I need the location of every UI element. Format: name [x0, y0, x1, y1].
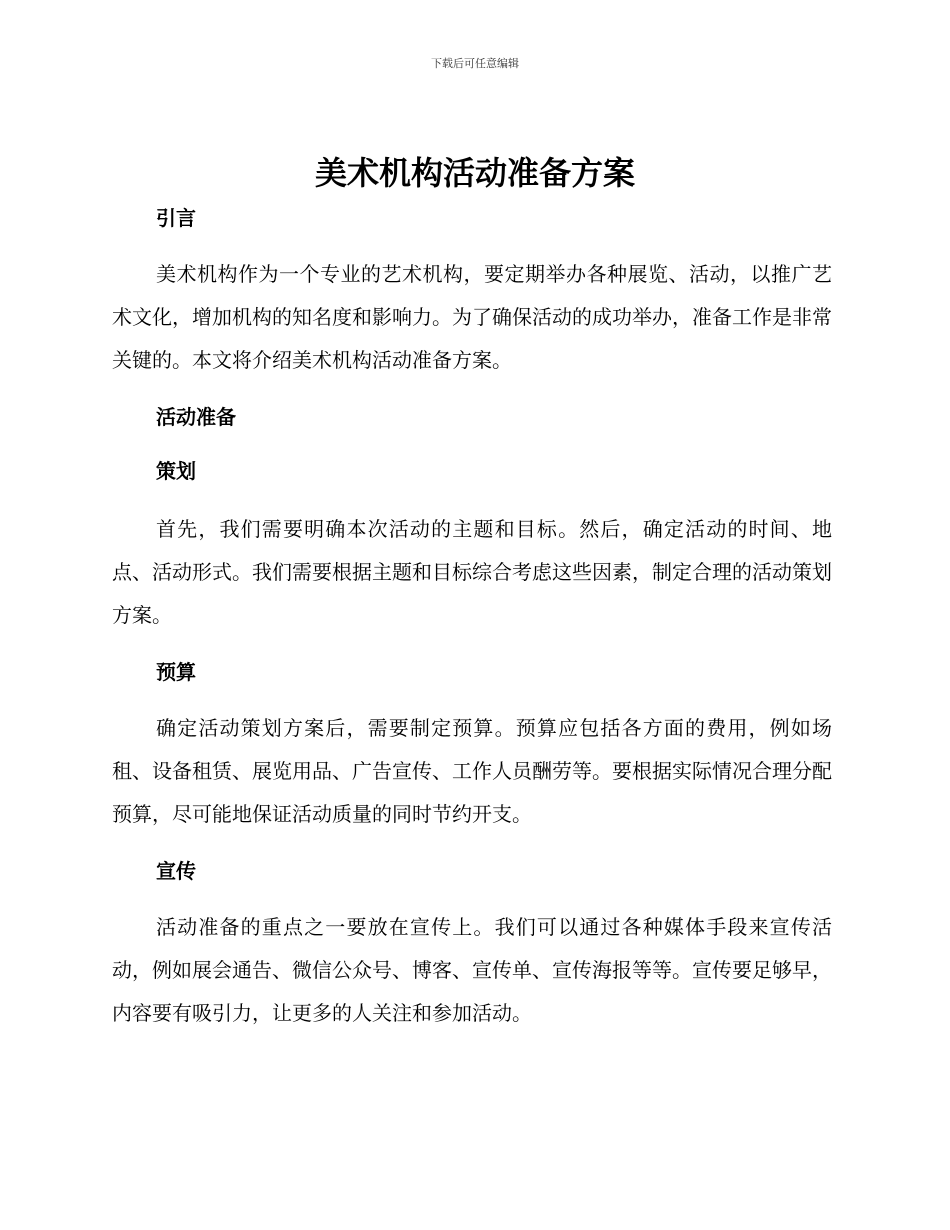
section-heading-preparation: 活动准备 [156, 405, 236, 429]
section-heading-budget: 预算 [156, 660, 196, 684]
section-body-planning: 首先，我们需要明确本次活动的主题和目标。然后，确定活动的时间、地点、活动形式。我们需要根据主题和目标综合考虑这些因素，制定合理的活动策划方案。 [112, 517, 832, 627]
section-body-publicity: 活动准备的重点之一要放在宣传上。我们可以通过各种媒体手段来宣传活动，例如展会通告、微信公众号、博客、宣传单、宣传海报等等。宣传要足够早，内容要有吸引力，让更多的人关注和参加活动。 [112, 915, 832, 1025]
section-heading-publicity: 宣传 [156, 859, 196, 883]
section-heading-intro: 引言 [156, 206, 196, 230]
header-note: 下载后可任意编辑 [431, 57, 519, 70]
section-body-intro: 美术机构作为一个专业的艺术机构，要定期举办各种展览、活动，以推广艺术文化，增加机构的知名度和影响力。为了确保活动的成功举办，准备工作是非常关键的。本文将介绍美术机构活动准备方案。 [112, 262, 832, 372]
document-body [112, 200, 832, 1035]
section-body-budget: 确定活动策划方案后，需要制定预算。预算应包括各方面的费用，例如场租、设备租赁、展览用品、广告宣传、工作人员酬劳等。要根据实际情况合理分配预算，尽可能地保证活动质量的同时节约开支。 [112, 716, 832, 826]
document-title: 美术机构活动准备方案 [314, 154, 635, 192]
section-heading-planning: 策划 [156, 459, 196, 483]
